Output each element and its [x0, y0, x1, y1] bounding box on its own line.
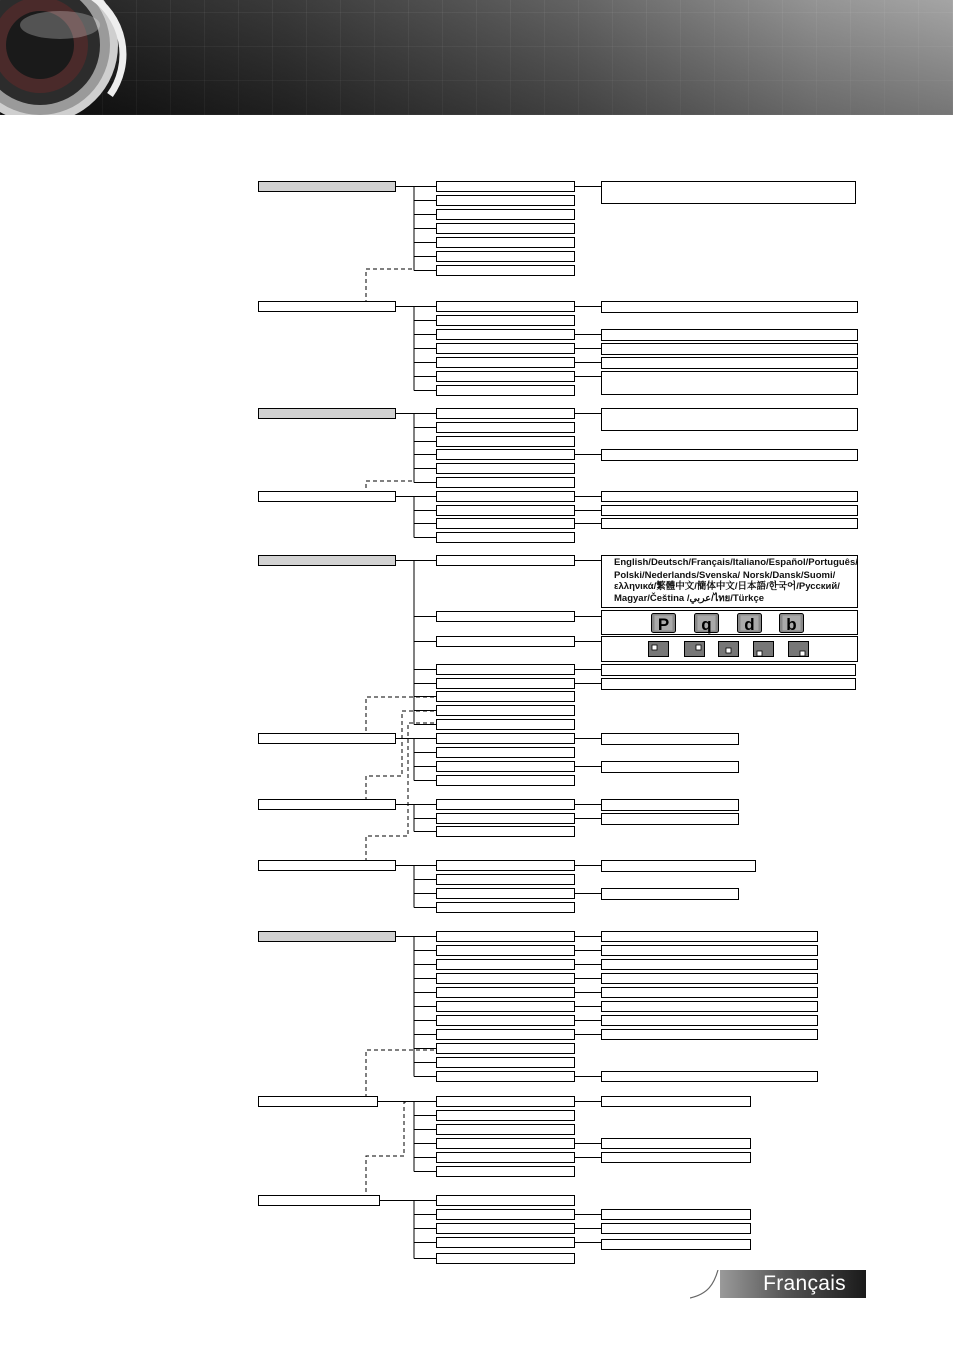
submenu-option: [437, 1254, 575, 1264]
main-menu-item: [259, 556, 396, 566]
submenu-option: [437, 1224, 575, 1234]
submenu-option: [437, 316, 575, 326]
option-box: [602, 734, 739, 745]
option-box: [602, 679, 856, 690]
submenu-option: [437, 734, 575, 744]
submenu-option: [437, 464, 575, 474]
language-badge: [690, 1270, 866, 1298]
submenu-option: [437, 1153, 575, 1163]
option-box: [602, 814, 739, 825]
submenu-option: [437, 224, 575, 234]
dashed-continuation-line: [366, 1102, 406, 1195]
option-box: [602, 450, 858, 461]
option-box: [602, 1002, 818, 1012]
submenu-option: [437, 875, 575, 885]
position-marker: [652, 645, 657, 650]
submenu-option: [437, 988, 575, 998]
submenu-option: [437, 706, 575, 716]
submenu-option: [437, 932, 575, 942]
option-box: [602, 182, 856, 204]
language-list-line-2: Polski/Nederlands/Svenska/ Norsk/Dansk/Suomi/: [614, 570, 836, 581]
submenu-option: [437, 814, 575, 824]
position-marker: [800, 651, 805, 656]
submenu-option: [437, 800, 575, 810]
option-box: [602, 1139, 751, 1149]
option-box: [602, 519, 858, 529]
dashed-continuation-line: [366, 697, 434, 733]
submenu-option: [437, 889, 575, 899]
submenu-option: [437, 903, 575, 913]
option-box: [602, 665, 856, 676]
option-box: [602, 932, 818, 942]
language-badge-label: Français: [763, 1272, 846, 1295]
submenu-option: [437, 1139, 575, 1149]
submenu-option: [437, 252, 575, 262]
submenu-option: [437, 1111, 575, 1121]
submenu-option: [437, 692, 575, 702]
submenu-option: [437, 302, 575, 312]
submenu-option: [437, 946, 575, 956]
option-box: [602, 372, 858, 395]
option-box: [602, 889, 739, 900]
submenu-option: [437, 409, 575, 419]
position-marker: [726, 648, 731, 653]
main-menu-item: [259, 932, 396, 942]
main-menu-item: [259, 182, 396, 192]
option-box: [602, 506, 858, 516]
submenu-option: [437, 1167, 575, 1177]
submenu-option: [437, 1125, 575, 1135]
orientation-glyph: d: [744, 615, 755, 634]
submenu-option: [437, 210, 575, 220]
option-box: [602, 861, 756, 872]
submenu-option: [437, 974, 575, 984]
option-box: [602, 358, 858, 369]
position-key: [754, 642, 774, 657]
dashed-continuation-line: [366, 481, 412, 491]
submenu-option: [437, 1072, 575, 1082]
language-list-line-3: ελληνικά/繁體中文/簡体中文/日本語/한국어/Русский/: [614, 581, 840, 592]
submenu-option: [437, 720, 575, 730]
submenu-option: [437, 372, 575, 382]
submenu-option: [437, 776, 575, 786]
submenu-option: [437, 1210, 575, 1220]
submenu-option: [437, 1044, 575, 1054]
submenu-option: [437, 762, 575, 772]
option-box: [602, 988, 818, 998]
orientation-glyph: b: [786, 615, 797, 634]
submenu-option: [437, 238, 575, 248]
submenu-item: [259, 861, 396, 871]
option-box: [602, 409, 858, 431]
submenu-option: [437, 556, 575, 566]
submenu-option: [437, 358, 575, 368]
language-list-line-1: English/Deutsch/Français/Italiano/Español/Português/: [614, 557, 858, 568]
option-box: [602, 1016, 818, 1026]
submenu-item: [259, 800, 396, 810]
submenu-option: [437, 506, 575, 516]
option-box: [602, 1224, 751, 1234]
submenu-option: [437, 612, 575, 622]
option-box: [602, 1153, 751, 1163]
option-box: [602, 611, 858, 635]
submenu-option: [437, 637, 575, 647]
position-marker: [696, 645, 701, 650]
submenu-option: [437, 665, 575, 675]
position-key: [649, 642, 669, 657]
language-list-line-4: Magyar/Čeština /عربي/ไทย/Türkçe: [614, 593, 765, 604]
dashed-continuation-line: [366, 1050, 434, 1096]
option-box: [602, 330, 858, 341]
submenu-option: [437, 533, 575, 543]
submenu-item: [259, 734, 396, 744]
position-marker: [757, 651, 762, 656]
submenu-option: [437, 1238, 575, 1248]
position-key: [685, 642, 705, 657]
submenu-option: [437, 1196, 575, 1206]
submenu-option: [437, 1058, 575, 1068]
submenu-option: [437, 182, 575, 192]
main-menu-item: [259, 409, 396, 419]
option-box: [602, 1210, 751, 1220]
option-box: [602, 492, 858, 502]
submenu-option: [437, 266, 575, 276]
option-box: [602, 302, 858, 313]
option-box: [602, 1030, 818, 1040]
submenu-item: [259, 1097, 378, 1107]
submenu-option: [437, 827, 575, 837]
dashed-continuation-line: [366, 269, 412, 301]
orientation-glyph: P: [657, 615, 670, 634]
position-key: [789, 642, 809, 657]
submenu-option: [437, 492, 575, 502]
option-box: [602, 974, 818, 984]
option-box: [602, 800, 739, 811]
orientation-glyph: q: [701, 615, 712, 634]
submenu-option: [437, 330, 575, 340]
submenu-option: [437, 423, 575, 433]
submenu-item: [259, 302, 396, 312]
submenu-option: [437, 519, 575, 529]
option-box: [602, 1240, 751, 1250]
submenu-option: [437, 960, 575, 970]
submenu-option: [437, 1030, 575, 1040]
option-box: [602, 946, 818, 956]
submenu-option: [437, 748, 575, 758]
submenu-option: [437, 1016, 575, 1026]
submenu-option: [437, 437, 575, 447]
submenu-option: [437, 344, 575, 354]
submenu-option: [437, 386, 575, 396]
submenu-option: [437, 196, 575, 206]
submenu-option: [437, 450, 575, 460]
submenu-option: [437, 679, 575, 689]
submenu-option: [437, 861, 575, 871]
option-box: [602, 1072, 818, 1082]
submenu-item: [259, 492, 396, 502]
option-box: [602, 762, 739, 773]
option-box: [602, 1097, 751, 1107]
submenu-option: [437, 1002, 575, 1012]
submenu-option: [437, 1097, 575, 1107]
option-box: [602, 960, 818, 970]
submenu-item: [259, 1196, 380, 1206]
submenu-option: [437, 478, 575, 488]
option-box: [602, 344, 858, 355]
